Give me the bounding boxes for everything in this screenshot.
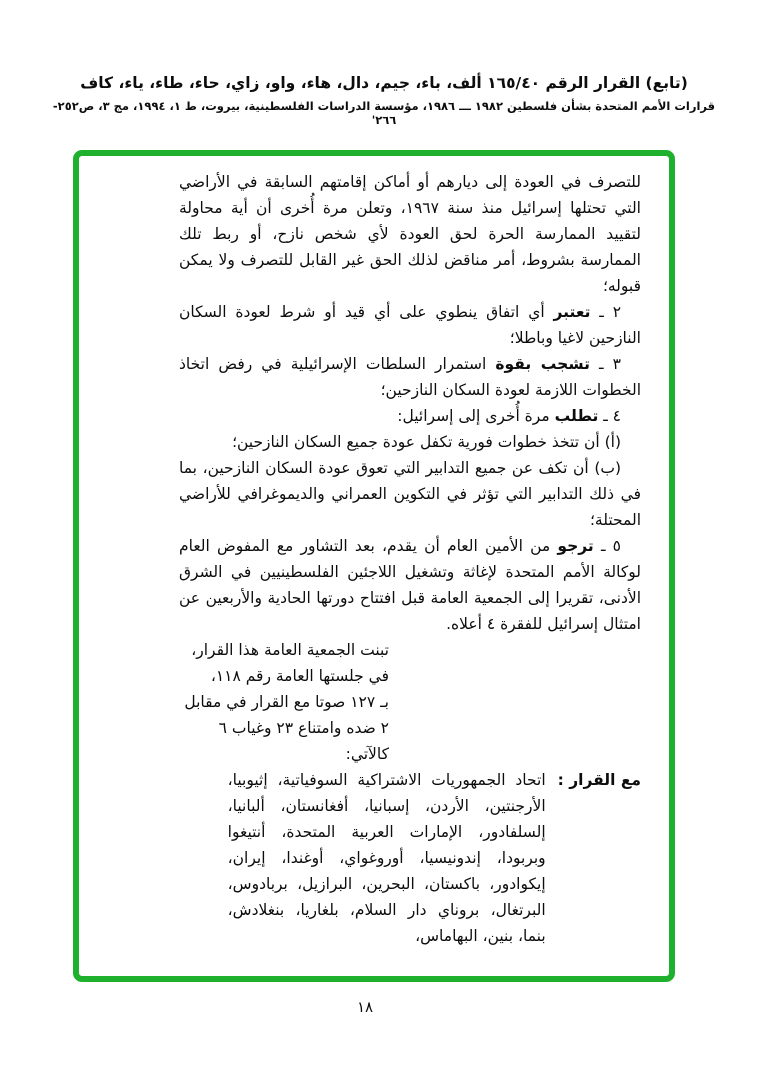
- vote-line-against-abstain: ٢ ضده وامتناع ٢٣ وغياب ٦: [218, 719, 389, 737]
- clause-3: [179, 351, 641, 403]
- clause-2: [179, 299, 641, 351]
- clause-2-number: ٢ ـ: [599, 303, 622, 321]
- header-resolution-title: (تابع) القرار الرقم ١٦٥/٤٠ ألف، باء، جيم، دال، هاء، واو، زاي، حاء، طاء، ياء، كاف: [80, 74, 688, 92]
- clause-4b: [179, 455, 641, 533]
- paragraph-continuation: للتصرف في العودة إلى ديارهم أو أماكن إقامتهم السابقة في الأراضي التي تحتلها إسرائيل منذ سنة ١٩٦٧، وتعلن مرة أُخرى أن أية محاولة لتقييد الممارسة الحرة لحق العودة لأي شخص نازح، أو ربط تلك الممارسة بشروط، أمر مناقض لذلك الحق غير القابل للتصرف ولا يمكن قبوله؛: [179, 173, 641, 295]
- vote-block: [179, 637, 389, 767]
- page-header: [40, 74, 728, 127]
- vote-line-session: في جلستها العامة رقم ١١٨،: [210, 667, 389, 685]
- clause-3-number: ٣ ـ: [599, 355, 621, 373]
- resolution-body: [79, 156, 669, 976]
- clause-4-keyword: تطلب: [554, 407, 599, 425]
- clause-2-keyword: تعتبر: [553, 303, 591, 321]
- vote-with-countries: اتحاد الجمهوريات الاشتراكية السوفياتية، إثيوبيا، الأرجنتين، الأردن، إسبانيا، أفغانستان، ألبانيا، إلسلفادور، الإمارات العربية المتحدة، أنتيغوا وبربودا، إندونيسيا، أوروغواي، أوغندا، إيران، إيكوادور، باكستان، البحرين، البرازيل، بربادوس، البرتغال، بروناي دار السلام، بلغاريا، بنغلادش، بنما، بنين، البهاماس،: [227, 771, 546, 945]
- clause-4a-marker: (أ): [604, 433, 621, 451]
- header-source-citation: قرارات الأمم المتحدة بشأن فلسطين ١٩٨٢ ـــ ١٩٨٦، مؤسسة الدراسات الفلسطينية، بيروت، ط ١، ١٩٩٤، مج ٣، ص٢٥٢- ٢٦٦': [52, 99, 716, 127]
- vote-line-infavor: بـ ١٢٧ صوتا مع القرار في مقابل: [184, 693, 389, 711]
- clause-4-number: ٤ ـ: [603, 407, 621, 425]
- vote-line-adopted: تبنت الجمعية العامة هذا القرار،: [191, 641, 389, 659]
- clause-4b-marker: (ب): [594, 459, 621, 477]
- clause-3-keyword: تشجب بقوة: [495, 355, 590, 373]
- vote-with-label: مع القرار :: [557, 771, 641, 789]
- clause-5-number: ٥ ـ: [600, 537, 621, 555]
- clause-4a-text: أن تتخذ خطوات فورية تكفل عودة جميع السكان النازحين؛: [232, 433, 600, 451]
- clause-4b-text: أن تكف عن جميع التدابير التي تعوق عودة السكان النازحين، بما في ذلك التدابير التي تؤثر في التكوين العمراني والديموغرافي للأراضي المحتلة؛: [179, 459, 641, 529]
- clause-4-text: مرة أُخرى إلى إسرائيل:: [397, 407, 550, 425]
- vote-line-asfollows: كالآتي:: [345, 745, 389, 763]
- clause-3-text: استمرار السلطات الإسرائيلية في رفض اتخاذ الخطوات اللازمة لعودة السكان النازحين؛: [179, 355, 641, 399]
- green-frame: [73, 150, 675, 982]
- clause-2-text: أي اتفاق ينطوي على أي قيد أو شرط لعودة السكان النازحين لاغيا وباطلا؛: [179, 303, 641, 347]
- vote-with-row: [179, 767, 641, 949]
- page-number: ١٨: [356, 998, 374, 1016]
- clause-5: [179, 533, 641, 637]
- clause-5-text: من الأمين العام أن يقدم، بعد التشاور مع المفوض العام لوكالة الأمم المتحدة لإغاثة وتشغيل اللاجئين الفلسطينيين في الشرق الأدنى، تقريرا إلى الجمعية العامة قبل افتتاح دورتها الحادية والأربعين عن امتثال إسرائيل للفقرة ٤ أعلاه.: [179, 537, 641, 633]
- clause-4a: [179, 429, 641, 455]
- clause-4: [179, 403, 641, 429]
- clause-5-keyword: ترجو: [557, 537, 594, 555]
